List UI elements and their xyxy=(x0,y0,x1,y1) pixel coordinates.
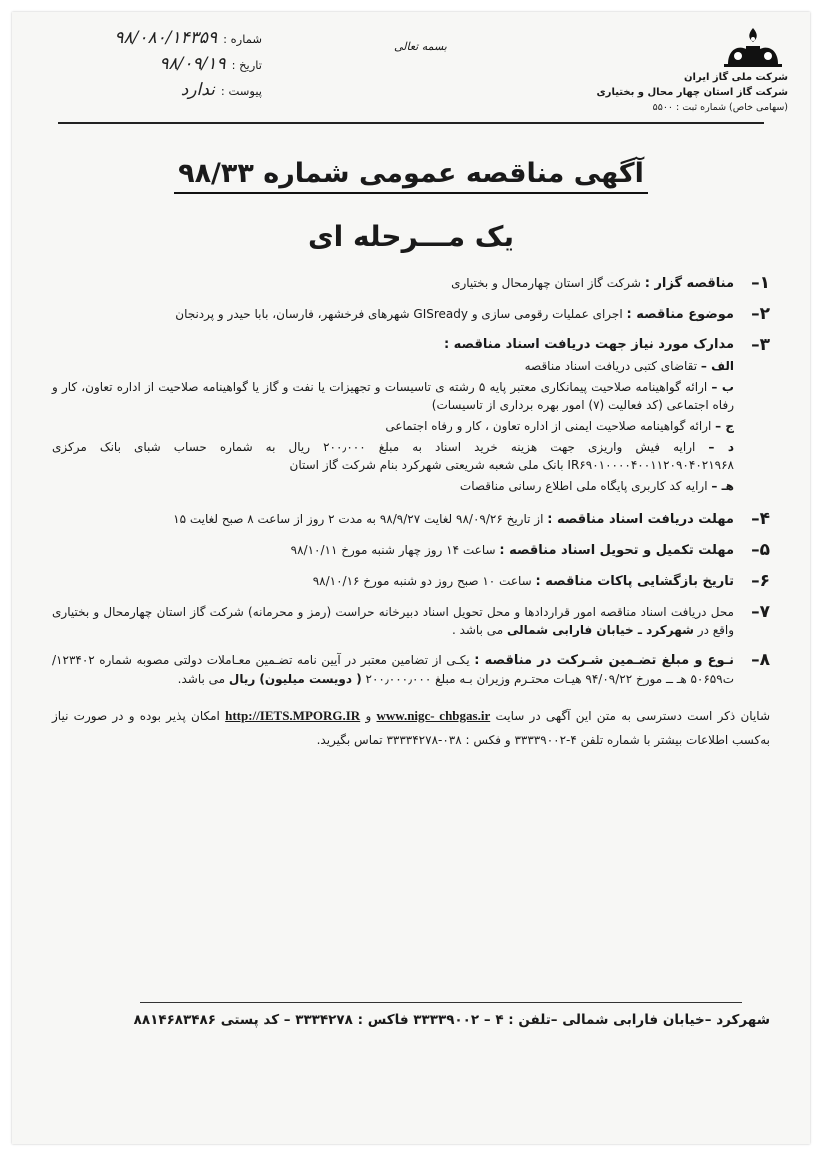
org-registration: (سهامی خاص) شماره ثبت : ۵۵۰۰ xyxy=(652,102,788,113)
item-label: مدارک مورد نیاز جهت دریافت اسناد مناقصه : xyxy=(443,337,734,352)
item-number: ۴– xyxy=(751,509,770,529)
letter-attachment-row xyxy=(52,78,262,104)
date-value: ۹۸/۰۹/۱۹ xyxy=(159,54,226,74)
item-6 xyxy=(52,572,770,591)
sub-item-dal: د – ارایه فیش واریزی جهت هزینه خرید اسناد به مبلغ ۲۰۰٫۰۰۰ ریال به شماره حساب شبای بانک مرکزی IR۶۹۰۱۰۰۰۰۴۰۰۱۱۲۰۹۰۴۰۲۱۹۶۸ بانک ملی شعبه شریعتی شهرکرد بنام شرکت گاز استان xyxy=(52,440,734,472)
footer-divider xyxy=(140,1002,742,1003)
site-link-nigc[interactable]: www.nigc- chbgas.ir xyxy=(376,708,491,723)
letter-meta xyxy=(52,26,262,104)
item-text: از تاریخ ۹۸/۰۹/۲۶ لغایت ۹۸/۹/۲۷ به مدت ۲ روز از ساعت ۸ صبح لغایت ۱۵ xyxy=(173,512,544,526)
item-2 xyxy=(52,305,770,324)
item-number: ۵– xyxy=(751,540,770,560)
item-label: موضوع مناقصه : xyxy=(626,307,734,322)
item-text-end: می باشد. xyxy=(177,672,226,686)
footer-address: شهرکرد –خیابان فارابی شمالی –تلفن : ۴ – ۳۳۳۳۹۰۰۲ فاکس : ۳۳۳۴۲۷۸ – کد پستی ۸۸۱۴۶۸۳۴۸۶ xyxy=(133,1012,770,1028)
item-4 xyxy=(52,510,770,529)
item-number: ۶– xyxy=(751,571,770,591)
letter-number-row xyxy=(52,26,262,52)
access-note: شایان ذکر است دسترسی به متن این آگهی در سایت www.nigc- chbgas.ir و http://IETS.MPORG.IR امکان پذیر بوده و در صورت نیاز به‌کسب اطلاعات بیشتر با شماره تلفن ۴-۳۳۳۳۹۰۰۲ و فکس : ۰۳۸-۳۳۳۳۴۲۷۸ تماس بگیرید. xyxy=(52,708,770,747)
item-text: ساعت ۱۴ روز چهار شنبه مورخ ۹۸/۱۰/۱۱ xyxy=(290,543,496,557)
tender-subtitle: یک مـــرحله ای xyxy=(308,220,514,253)
sub-item-jim: ج – ارائه گواهینامه صلاحیت ایمنی از اداره تعاون ، کار و رفاه اجتماعی xyxy=(385,419,734,433)
item-text: ساعت ۱۰ صبح روز دو شنبه مورخ ۹۸/۱۰/۱۶ xyxy=(312,574,532,588)
header-divider xyxy=(58,122,764,124)
item-label: مهلت دریافت اسناد مناقصه : xyxy=(547,512,734,527)
item-label: مهلت تکمیل و تحویل اسناد مناقصه : xyxy=(499,543,734,558)
item-7 xyxy=(52,603,770,639)
item-8 xyxy=(52,651,770,688)
attachment-value: ندارد xyxy=(180,80,215,100)
attachment-label: پیوست : xyxy=(220,84,262,98)
sub-item-he: هـ – ارایه کد کاربری پایگاه ملی اطلاع رسانی مناقصات xyxy=(459,479,734,493)
item-text: اجرای عملیات رقومی سازی و GISready شهرهای فرخشهر، فارسان، بابا حیدر و پردنجان xyxy=(175,307,623,321)
date-label: تاریخ : xyxy=(231,58,262,72)
tender-body xyxy=(52,274,770,752)
sub-item-alef: الف – تقاضای کتبی دریافت اسناد مناقصه xyxy=(524,359,734,373)
item-number: ۳– xyxy=(751,335,770,355)
number-label: شماره : xyxy=(223,32,262,46)
item-number: ۸– xyxy=(751,650,770,670)
tender-title xyxy=(12,158,810,189)
org-header xyxy=(558,26,788,115)
nigc-logo-icon xyxy=(718,26,788,68)
item-text: یکـی از تضامین معتبر در آیین نامه تضـمین معـاملات دولتی مصوبه شماره ۱۲۳۴۰۲/ت۵۰۶۵۹ هـ ــ مورخ ۹۴/۰۹/۲۲ هیـات محتـرم وزیران بـه مبلغ ۲۰۰٫۰۰۰٫۰۰۰ xyxy=(52,653,734,686)
site-link-iets[interactable]: http://IETS.MPORG.IR xyxy=(225,708,361,723)
item-5 xyxy=(52,541,770,560)
letter-date-row xyxy=(52,52,262,78)
item-amount-words: ( دویست میلیون) ریال xyxy=(228,672,362,686)
item-1 xyxy=(52,274,770,293)
item-text-end: می باشد . xyxy=(451,623,504,637)
besmellah: بسمه تعالی xyxy=(394,40,447,53)
org-name: شرکت ملی گاز ایران xyxy=(684,72,788,83)
item-label: تاریخ بازگشایی پاکات مناقصه : xyxy=(535,574,734,589)
item-label: مناقصه گزار : xyxy=(644,276,734,291)
item-number: ۲– xyxy=(751,304,770,324)
item-3 xyxy=(52,336,770,498)
item-number: ۱– xyxy=(751,273,770,293)
org-subsidiary: شرکت گاز استان چهار محال و بختیاری xyxy=(596,87,788,98)
item-text: شرکت گاز استان چهارمحال و بختیاری xyxy=(451,276,641,290)
sub-item-be: ب – ارائه گواهینامه صلاحیت پیمانکاری معتبر پایه ۵ رشته ی تاسیسات و تجهیزات یا نفت و گاز یا گواهینامه صلاحیت از اداره تعاون، کار و رفاه اجتماعی (کد فعالیت (۷) امور بهره برداری از تاسیسات) xyxy=(52,380,734,412)
item-number: ۷– xyxy=(751,602,770,622)
item-text: محل دریافت اسناد مناقصه امور قراردادها و محل تحویل اسناد دبیرخانه حراست (رمز و محرمانه) شرکت گاز استان چهارمحال و بختیاری واقع در xyxy=(52,605,734,637)
item-address: شهرکرد ـ خیابان فارابی شمالی xyxy=(507,623,694,637)
tender-title-text: آگهی مناقصه عمومی شماره ۹۸/۳۳ xyxy=(174,158,648,194)
item-label: نـوع و مبلغ تضـمین شـرکت در مناقصه : xyxy=(474,653,734,668)
letter-page xyxy=(12,12,810,1144)
number-value: ۹۸/۰۸۰/۱۴۳۵۹ xyxy=(114,28,218,48)
